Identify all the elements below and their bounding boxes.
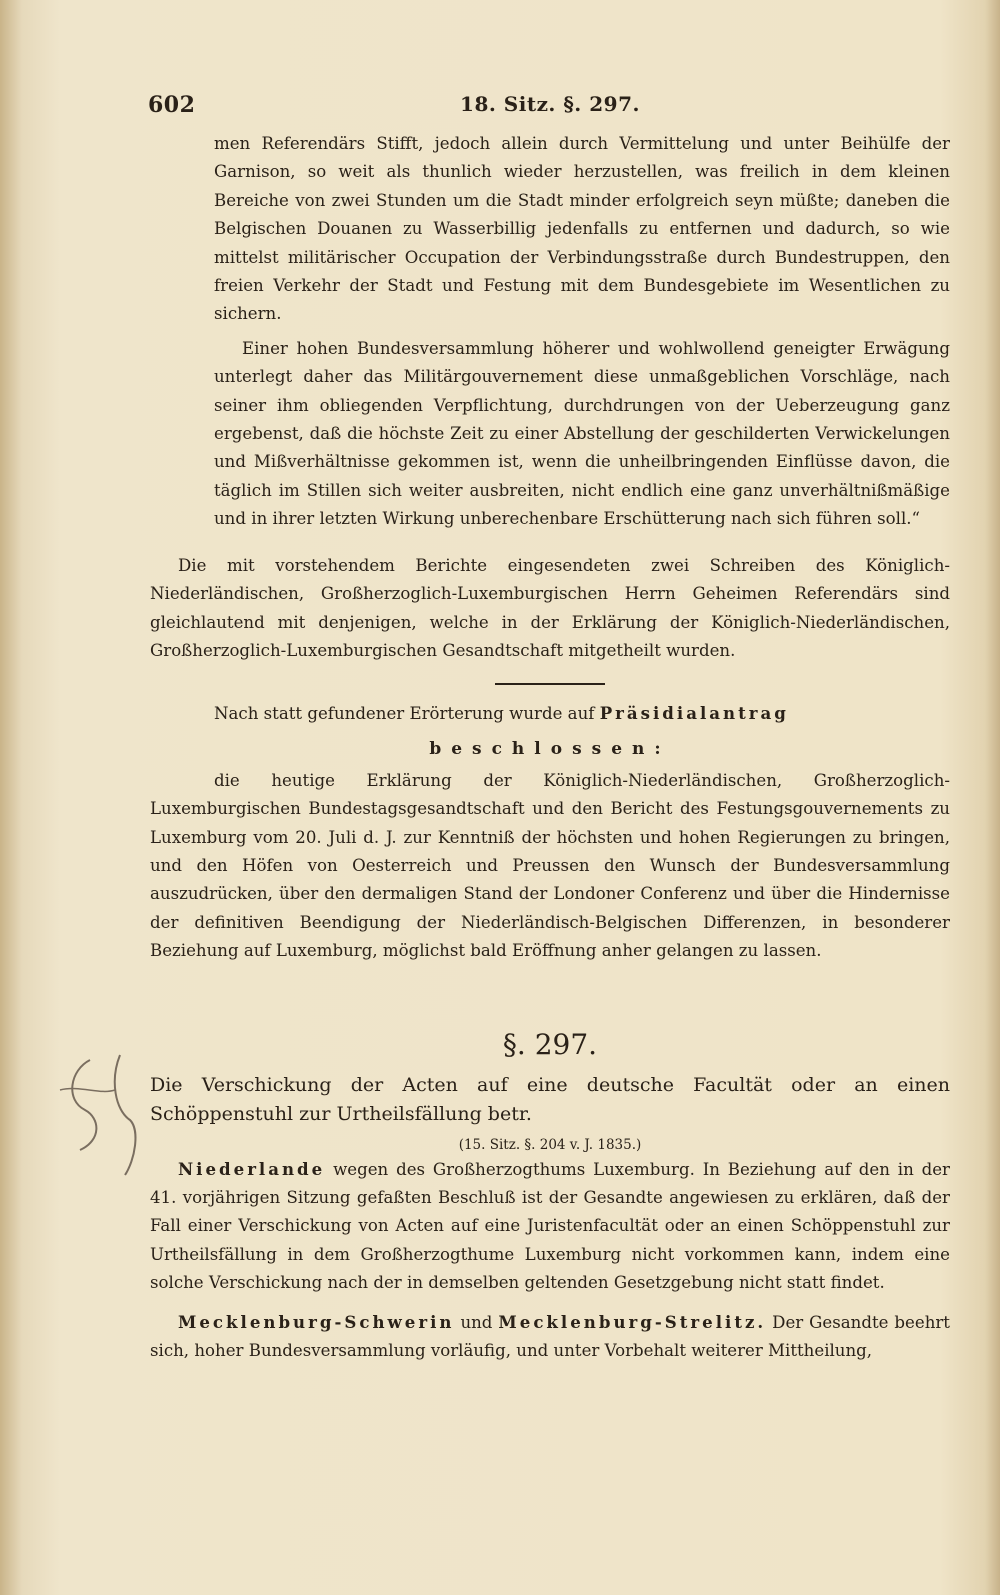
resolution-paragraph: die heutige Erklärung der Königlich-Niederländischen, Großherzoglich-Luxemburgischen Bundestagsgesandtschaft und den Bericht des Festungsgouvernements zu Luxemburg vom 20. Juli d. J. zur Kenntniß der höchsten und hohen Regierungen zu bringen, und den Höfen von Oesterreich und Preussen den Wunsch der Bundesversammlung auszudrücken, über den dermaligen Stand der Londoner Conferenz und über die Hindernisse der definitiven Beendigung der Niederländisch-Belgischen Differenzen, in besonderer Beziehung auf Luxemburg, möglichst bald Eröffnung anher gelangen zu lassen.: [150, 770, 950, 961]
quote-paragraph-2: Einer hohen Bundesversammlung höherer und wohlwollend geneigter Erwägung unterlegt daher das Militärgouvernement diese unmaßgeblichen Vorschläge, nach seiner ihm obliegenden Verpflichtung, durchdrungen von der Ueberzeugung ganz ergebenst, daß die höchste Zeit zu einer Abstellung der geschilderten Verwickelungen und Mißverhältnisse gekommen ist, wenn die unheilbringenden Einflüsse davon, die täglich im Stillen sich weiter ausbreiten, nicht endlich eine ganz unverhältnißmäßige und in ihrer letzten Wirkung unberechenbare Erschütterung nach sich führen soll.“: [214, 338, 950, 529]
section-number: §. 297.: [502, 1027, 598, 1061]
quote-paragraph-1: men Referendärs Stifft, jedoch allein durch Vermittelung und unter Beihülfe der Garnison, so weit als thunlich wieder herzustellen, was freilich in dem kleinen Bereiche von zwei Stunden um die Stadt minder erfolgreich seyn müßte; daneben die Belgischen Douanen zu Wasserbillig jedenfalls zu entfernen und dadurch, so wie mittelst militärischer Occupation der Verbindungsstraße durch Bundestruppen, den freien Verkehr der Stadt und Festung mit dem Bundesgebiete im Wesentlichen zu sichern.: [214, 134, 950, 324]
section-paragraph-2-text: Der Gesandte beehrt sich, hoher Bundesversammlung vorläufig, und unter Vorbehalt weiterer Mittheilung,: [150, 1312, 950, 1360]
section-paragraph-2: [150, 1308, 950, 1366]
motion-emphasis: Präsidialantrag: [599, 703, 789, 724]
country-name-netherlands: Niederlande: [178, 1158, 326, 1179]
running-head: 18. Sitz. §. 297.: [460, 92, 640, 116]
motion-text: Nach statt gefundener Erörterung wurde auf: [214, 704, 595, 724]
section-citation: (15. Sitz. §. 204 v. J. 1835.): [458, 1136, 642, 1153]
page-header: [150, 92, 950, 128]
section-paragraph-1: [150, 1155, 950, 1298]
motion-paragraph: [150, 699, 950, 728]
country-name-mecklenburg-strelitz: Mecklenburg-Strelitz.: [498, 1311, 767, 1332]
report-paragraph: Die mit vorstehendem Berichte eingesendeten zwei Schreiben des Königlich-Niederländischen, Großherzoglich-Luxemburgischen Herrn Geheimen Referendärs sind gleichlautend mit denjenigen, welche in der Erklärung der Königlich-Niederländischen, Großherzoglich-Luxemburgischen Gesandtschaft mitgetheilt wurden.: [150, 555, 950, 660]
conjunction-text: und: [460, 1312, 493, 1332]
country-name-mecklenburg-schwerin: Mecklenburg-Schwerin: [178, 1311, 455, 1332]
separator-rule: [495, 683, 605, 685]
section-paragraph-1-text: wegen des Großherzogthums Luxemburg. In Beziehung auf den in der 41. vorjährigen Sitzung gefaßten Beschluß ist der Gesandte angewiesen zu erklären, daß der Fall einer Verschickung von Acten auf eine Juristenfacultät oder an einen Schöppenstuhl zur Urtheilsfällung in dem Großherzogthume Luxemburg nicht vorkommen kann, indem eine solche Verschickung nach der in demselben geltenden Gesetzgebung nicht statt findet.: [150, 1159, 950, 1293]
page-number: 602: [148, 92, 196, 118]
resolution-heading: beschlossen:: [429, 738, 671, 759]
page-content: [150, 92, 950, 1365]
section-title: Die Verschickung der Acten auf eine deutsche Facultät oder an einen Schöppenstuhl zur Urtheilsfällung betr.: [150, 1073, 950, 1125]
